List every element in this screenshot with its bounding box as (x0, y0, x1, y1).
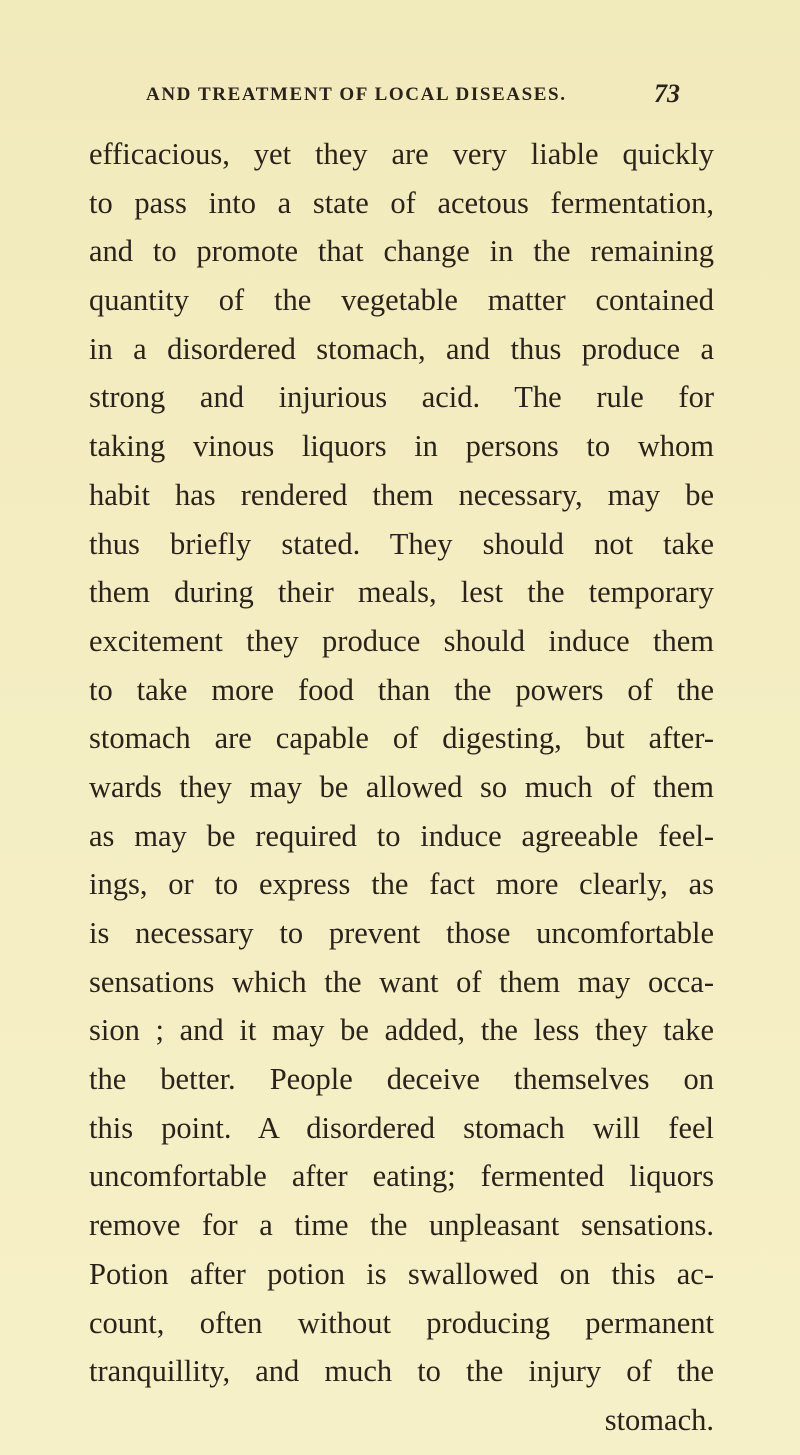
text-line: to pass into a state of acetous fermentation, (89, 185, 714, 220)
text-line: in a disordered stomach, and thus produce a (89, 331, 714, 366)
text-line: stomach. (604, 1402, 714, 1437)
text-line: sensations which the want of them may occa- (89, 964, 714, 999)
text-line: strong and injurious acid. The rule for (89, 380, 714, 415)
text-line: is necessary to prevent those uncomfortable (89, 916, 714, 950)
text-line: as may be required to induce agreeable feel- (89, 818, 714, 853)
text-line: ings, or to express the fact more clearly, as (89, 867, 714, 902)
text-line: to take more food than the powers of the (89, 672, 714, 707)
text-line: count, often without producing permanent (89, 1305, 714, 1340)
text-line: remove for a time the unpleasant sensations. (89, 1208, 714, 1243)
text-line: sion ; and it may be added, the less they take (89, 1013, 714, 1048)
text-line: thus briefly stated. They should not take (89, 526, 714, 561)
text-line: taking vinous liquors in persons to whom (89, 429, 714, 464)
text-line: and to promote that change in the remaining (89, 234, 714, 269)
running-title: AND TREATMENT OF LOCAL DISEASES. (146, 84, 567, 105)
text-line: them during their meals, lest the temporary (89, 575, 714, 610)
text-line: habit has rendered them necessary, may be (89, 477, 714, 512)
text-line: stomach are capable of digesting, but after- (89, 721, 714, 756)
text-line: excitement they produce should induce them (89, 623, 714, 658)
text-line: this point. A disordered stomach will feel (89, 1110, 714, 1145)
text-line: tranquillity, and much to the injury of the (89, 1354, 714, 1389)
body-paragraph (89, 130, 714, 1445)
text-line: efficacious, yet they are very liable quickly (89, 137, 714, 171)
text-line: Potion after potion is swallowed on this ac- (89, 1256, 714, 1291)
text-line: uncomfortable after eating; fermented liquors (89, 1159, 714, 1194)
text-line: the better. People deceive themselves on (89, 1062, 714, 1097)
page-number: 73 (654, 79, 680, 108)
text-line: wards they may be allowed so much of them (89, 769, 714, 804)
text-line: quantity of the vegetable matter contained (89, 283, 714, 318)
